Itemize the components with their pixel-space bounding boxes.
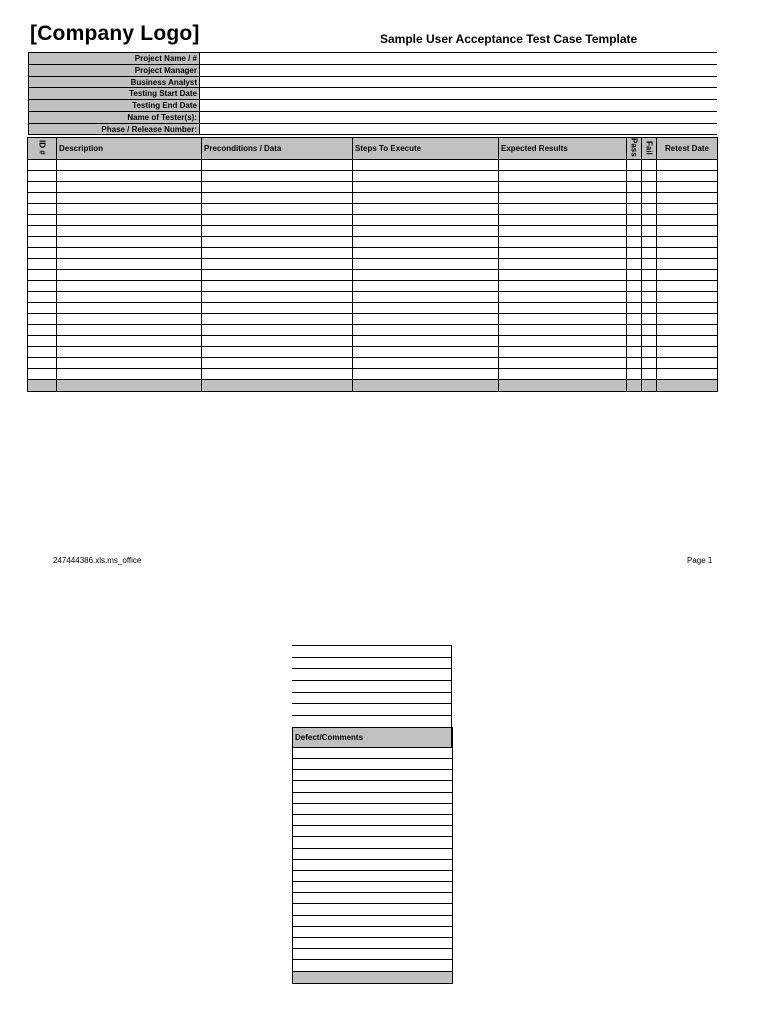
defect-row	[293, 893, 453, 904]
cell-preconditions[interactable]	[202, 160, 353, 171]
cell-fail[interactable]	[642, 160, 657, 171]
cell-preconditions[interactable]	[202, 171, 353, 182]
cell-preconditions[interactable]	[202, 237, 353, 248]
cell-defect-comments[interactable]	[293, 893, 453, 904]
project-info-block	[28, 52, 717, 135]
info-row	[28, 111, 717, 123]
defect-comments-table	[292, 727, 453, 984]
cell-description[interactable]	[57, 358, 202, 369]
info-row	[28, 87, 717, 99]
cell-steps[interactable]	[353, 248, 499, 259]
cell-fail[interactable]	[642, 336, 657, 347]
table-row	[28, 160, 718, 171]
continuation-line	[292, 715, 451, 727]
cell-expected[interactable]	[499, 347, 627, 358]
cell-id[interactable]	[28, 358, 57, 369]
cell-description[interactable]	[57, 325, 202, 336]
cell-defect-comments[interactable]	[293, 915, 453, 926]
defect-row	[293, 926, 453, 937]
cell-pass	[627, 380, 642, 392]
cell-fail[interactable]	[642, 358, 657, 369]
cell-id[interactable]	[28, 171, 57, 182]
cell-description[interactable]	[57, 182, 202, 193]
cell-defect-comments[interactable]	[293, 747, 453, 758]
cell-expected[interactable]	[499, 336, 627, 347]
cell-description[interactable]	[57, 215, 202, 226]
table-row	[28, 303, 718, 314]
cell-expected[interactable]	[499, 281, 627, 292]
table-row	[28, 369, 718, 380]
info-label-testers: Name of Tester(s):	[28, 111, 200, 123]
cell-expected[interactable]	[499, 171, 627, 182]
cell-id[interactable]	[28, 226, 57, 237]
col-header-fail-label: Fail	[644, 140, 654, 155]
cell-pass[interactable]	[627, 193, 642, 204]
defect-row	[293, 859, 453, 870]
table-row	[28, 182, 718, 193]
cell-pass[interactable]	[627, 369, 642, 380]
cell-preconditions[interactable]	[202, 347, 353, 358]
cell-retest[interactable]	[657, 292, 718, 303]
table-header-row	[28, 138, 718, 160]
continuation-line	[292, 645, 451, 657]
page-two-block	[292, 645, 452, 984]
cell-preconditions[interactable]	[202, 336, 353, 347]
table-row	[28, 171, 718, 182]
cell-pass[interactable]	[627, 182, 642, 193]
cell-id	[28, 380, 57, 392]
cell-steps[interactable]	[353, 325, 499, 336]
table-row	[28, 193, 718, 204]
cell-fail[interactable]	[642, 171, 657, 182]
cell-expected[interactable]	[499, 226, 627, 237]
info-row	[28, 64, 717, 76]
cell-retest[interactable]	[657, 358, 718, 369]
cell-pass[interactable]	[627, 325, 642, 336]
cell-pass[interactable]	[627, 248, 642, 259]
cell-steps[interactable]	[353, 215, 499, 226]
cell-description[interactable]	[57, 292, 202, 303]
cell-defect-comments[interactable]	[293, 882, 453, 893]
cell-steps[interactable]	[353, 369, 499, 380]
table-row	[28, 226, 718, 237]
cell-retest	[657, 380, 718, 392]
cell-steps[interactable]	[353, 281, 499, 292]
cell-preconditions	[202, 380, 353, 392]
defect-row	[293, 904, 453, 915]
cell-retest[interactable]	[657, 204, 718, 215]
table-row	[28, 259, 718, 270]
cell-description[interactable]	[57, 237, 202, 248]
cell-description[interactable]	[57, 193, 202, 204]
cell-preconditions[interactable]	[202, 314, 353, 325]
cell-steps[interactable]	[353, 358, 499, 369]
cell-description[interactable]	[57, 160, 202, 171]
cell-steps[interactable]	[353, 259, 499, 270]
info-label-project-name: Project Name / #	[28, 52, 200, 64]
cell-pass[interactable]	[627, 347, 642, 358]
cell-fail[interactable]	[642, 182, 657, 193]
cell-expected[interactable]	[499, 314, 627, 325]
info-row	[28, 123, 717, 135]
cell-preconditions[interactable]	[202, 292, 353, 303]
cell-preconditions[interactable]	[202, 325, 353, 336]
cell-defect-comments[interactable]	[293, 803, 453, 814]
cell-expected[interactable]	[499, 303, 627, 314]
cell-id[interactable]	[28, 281, 57, 292]
col-header-steps: Steps To Execute	[353, 138, 499, 160]
cell-pass[interactable]	[627, 358, 642, 369]
cell-defect-comments[interactable]	[293, 949, 453, 960]
footer-page-number: Page 1	[687, 556, 713, 565]
cell-pass[interactable]	[627, 270, 642, 281]
col-header-id	[28, 138, 57, 160]
table-row	[28, 325, 718, 336]
cell-description[interactable]	[57, 303, 202, 314]
table-row	[28, 336, 718, 347]
table-row	[28, 215, 718, 226]
cell-fail[interactable]	[642, 292, 657, 303]
cell-expected[interactable]	[499, 325, 627, 336]
info-label-testing-start-date: Testing Start Date	[28, 87, 200, 99]
cell-fail[interactable]	[642, 314, 657, 325]
cell-pass[interactable]	[627, 226, 642, 237]
cell-pass[interactable]	[627, 303, 642, 314]
cell-description[interactable]	[57, 226, 202, 237]
cell-fail[interactable]	[642, 281, 657, 292]
cell-preconditions[interactable]	[202, 303, 353, 314]
info-value-project-manager[interactable]	[200, 64, 717, 76]
cell-steps[interactable]	[353, 270, 499, 281]
info-row	[28, 52, 717, 64]
cell-fail[interactable]	[642, 369, 657, 380]
cell-description[interactable]	[57, 314, 202, 325]
defect-row	[293, 870, 453, 881]
cell-preconditions[interactable]	[202, 226, 353, 237]
info-row	[28, 99, 717, 111]
cell-description[interactable]	[57, 270, 202, 281]
cell-pass[interactable]	[627, 171, 642, 182]
cell-defect-comments[interactable]	[293, 781, 453, 792]
cell-description	[57, 380, 202, 392]
cell-preconditions[interactable]	[202, 248, 353, 259]
cell-expected[interactable]	[499, 204, 627, 215]
cell-id[interactable]	[28, 215, 57, 226]
cell-defect-comments[interactable]	[293, 870, 453, 881]
cell-description[interactable]	[57, 259, 202, 270]
cell-defect-comments[interactable]	[293, 926, 453, 937]
cell-pass[interactable]	[627, 292, 642, 303]
cell-expected[interactable]	[499, 160, 627, 171]
defect-row	[293, 949, 453, 960]
cell-id[interactable]	[28, 292, 57, 303]
cell-expected[interactable]	[499, 182, 627, 193]
cell-defect-comments[interactable]	[293, 848, 453, 859]
table-footer-row	[28, 380, 718, 392]
info-value-testing-start-date[interactable]	[200, 87, 717, 99]
cell-description[interactable]	[57, 204, 202, 215]
cell-expected[interactable]	[499, 193, 627, 204]
defect-row	[293, 915, 453, 926]
cell-fail[interactable]	[642, 248, 657, 259]
defect-row	[293, 960, 453, 971]
cell-expected[interactable]	[499, 270, 627, 281]
info-label-testing-end-date: Testing End Date	[28, 99, 200, 111]
cell-id[interactable]	[28, 204, 57, 215]
cell-retest[interactable]	[657, 325, 718, 336]
cell-fail[interactable]	[642, 325, 657, 336]
cell-pass[interactable]	[627, 314, 642, 325]
cell-expected[interactable]	[499, 369, 627, 380]
cell-id[interactable]	[28, 347, 57, 358]
cell-pass[interactable]	[627, 336, 642, 347]
cell-pass[interactable]	[627, 259, 642, 270]
col-header-description: Description	[57, 138, 202, 160]
cell-expected[interactable]	[499, 358, 627, 369]
cell-id[interactable]	[28, 336, 57, 347]
cell-preconditions[interactable]	[202, 270, 353, 281]
defect-row	[293, 826, 453, 837]
defect-header-row	[293, 727, 453, 747]
cell-preconditions[interactable]	[202, 215, 353, 226]
cell-retest[interactable]	[657, 182, 718, 193]
col-header-pass	[627, 138, 642, 160]
cell-pass[interactable]	[627, 160, 642, 171]
cell-defect-comments[interactable]	[293, 938, 453, 949]
cell-fail[interactable]	[642, 193, 657, 204]
cell-fail[interactable]	[642, 204, 657, 215]
info-value-phase-release[interactable]	[200, 123, 717, 135]
defect-row	[293, 792, 453, 803]
table-row	[28, 270, 718, 281]
cell-id[interactable]	[28, 369, 57, 380]
cell-description[interactable]	[57, 336, 202, 347]
cell-retest[interactable]	[657, 237, 718, 248]
cell-steps[interactable]	[353, 336, 499, 347]
cell-id[interactable]	[28, 270, 57, 281]
cell-retest[interactable]	[657, 160, 718, 171]
cell-defect-comments[interactable]	[293, 814, 453, 825]
cell-description[interactable]	[57, 171, 202, 182]
cell-id[interactable]	[28, 314, 57, 325]
cell-steps	[353, 380, 499, 392]
info-row	[28, 76, 717, 88]
cell-id[interactable]	[28, 160, 57, 171]
company-logo: [Company Logo]	[30, 22, 200, 45]
cell-expected[interactable]	[499, 237, 627, 248]
table-row	[28, 347, 718, 358]
footer-filename: 247444386.xls.ms_office	[53, 556, 142, 565]
cell-defect-comments[interactable]	[293, 904, 453, 915]
cell-steps[interactable]	[353, 193, 499, 204]
cell-expected[interactable]	[499, 215, 627, 226]
cell-pass[interactable]	[627, 281, 642, 292]
cell-defect-comments[interactable]	[293, 859, 453, 870]
cell-retest[interactable]	[657, 303, 718, 314]
cell-retest[interactable]	[657, 369, 718, 380]
table-row	[28, 237, 718, 248]
defect-row	[293, 759, 453, 770]
continuation-line	[292, 692, 451, 704]
cell-expected[interactable]	[499, 292, 627, 303]
info-label-phase-release: Phase / Release Number:	[28, 123, 200, 135]
cell-retest[interactable]	[657, 226, 718, 237]
table-row	[28, 281, 718, 292]
table-row	[28, 292, 718, 303]
cell-defect-comments[interactable]	[293, 792, 453, 803]
continuation-line	[292, 680, 451, 692]
cell-pass[interactable]	[627, 237, 642, 248]
cell-expected[interactable]	[499, 259, 627, 270]
cell-retest[interactable]	[657, 193, 718, 204]
table-row	[28, 358, 718, 369]
cell-fail[interactable]	[642, 215, 657, 226]
cell-preconditions[interactable]	[202, 259, 353, 270]
info-value-testers[interactable]	[200, 111, 717, 123]
cell-retest[interactable]	[657, 336, 718, 347]
cell-fail[interactable]	[642, 226, 657, 237]
cell-fail	[642, 380, 657, 392]
page-title: Sample User Acceptance Test Case Template	[380, 32, 638, 46]
cell-preconditions[interactable]	[202, 193, 353, 204]
cell-steps[interactable]	[353, 314, 499, 325]
cell-id[interactable]	[28, 259, 57, 270]
info-label-business-analyst: Business Analyst	[28, 76, 200, 88]
cell-fail[interactable]	[642, 259, 657, 270]
cell-retest[interactable]	[657, 248, 718, 259]
cell-fail[interactable]	[642, 270, 657, 281]
info-label-project-manager: Project Manager	[28, 64, 200, 76]
defect-row	[293, 848, 453, 859]
defect-rows	[293, 747, 453, 983]
col-header-preconditions: Preconditions / Data	[202, 138, 353, 160]
defect-row	[293, 938, 453, 949]
cell-preconditions[interactable]	[202, 369, 353, 380]
test-case-rows	[28, 160, 718, 392]
table-row	[28, 204, 718, 215]
cell-steps[interactable]	[353, 292, 499, 303]
cell-retest[interactable]	[657, 347, 718, 358]
cell-steps[interactable]	[353, 182, 499, 193]
cell-retest[interactable]	[657, 215, 718, 226]
cell-steps[interactable]	[353, 171, 499, 182]
cell-retest[interactable]	[657, 270, 718, 281]
cell-retest[interactable]	[657, 281, 718, 292]
col-header-expected: Expected Results	[499, 138, 627, 160]
cell-fail[interactable]	[642, 347, 657, 358]
cell-id[interactable]	[28, 237, 57, 248]
defect-row	[293, 882, 453, 893]
defect-row	[293, 747, 453, 758]
page-two-continuation-lines	[292, 645, 452, 727]
cell-steps[interactable]	[353, 204, 499, 215]
cell-defect-comments[interactable]	[293, 759, 453, 770]
info-value-business-analyst[interactable]	[200, 76, 717, 88]
cell-id[interactable]	[28, 248, 57, 259]
cell-retest[interactable]	[657, 314, 718, 325]
cell-defect-comments	[293, 971, 453, 983]
cell-fail[interactable]	[642, 303, 657, 314]
col-header-id-label: ID #	[37, 140, 47, 155]
cell-steps[interactable]	[353, 303, 499, 314]
cell-pass[interactable]	[627, 204, 642, 215]
cell-preconditions[interactable]	[202, 204, 353, 215]
cell-id[interactable]	[28, 193, 57, 204]
cell-steps[interactable]	[353, 347, 499, 358]
cell-steps[interactable]	[353, 237, 499, 248]
cell-steps[interactable]	[353, 160, 499, 171]
col-header-pass-label: Pass	[629, 138, 639, 157]
cell-description[interactable]	[57, 248, 202, 259]
info-value-project-name[interactable]	[200, 52, 717, 64]
cell-defect-comments[interactable]	[293, 770, 453, 781]
col-header-fail	[642, 138, 657, 160]
info-value-testing-end-date[interactable]	[200, 99, 717, 111]
cell-id[interactable]	[28, 182, 57, 193]
cell-steps[interactable]	[353, 226, 499, 237]
test-case-table	[27, 137, 718, 392]
table-row	[28, 248, 718, 259]
cell-retest[interactable]	[657, 259, 718, 270]
cell-expected[interactable]	[499, 248, 627, 259]
cell-defect-comments[interactable]	[293, 826, 453, 837]
cell-expected	[499, 380, 627, 392]
cell-pass[interactable]	[627, 215, 642, 226]
defect-row	[293, 837, 453, 848]
defect-comments-header: Defect/Comments	[293, 727, 453, 747]
cell-description[interactable]	[57, 281, 202, 292]
cell-id[interactable]	[28, 303, 57, 314]
defect-footer-row	[293, 971, 453, 983]
continuation-line	[292, 668, 451, 680]
cell-fail[interactable]	[642, 237, 657, 248]
cell-description[interactable]	[57, 369, 202, 380]
cell-id[interactable]	[28, 325, 57, 336]
defect-row	[293, 814, 453, 825]
defect-row	[293, 781, 453, 792]
cell-defect-comments[interactable]	[293, 837, 453, 848]
cell-defect-comments[interactable]	[293, 960, 453, 971]
cell-retest[interactable]	[657, 171, 718, 182]
continuation-line	[292, 657, 451, 669]
defect-row	[293, 803, 453, 814]
continuation-line	[292, 703, 451, 715]
cell-preconditions[interactable]	[202, 281, 353, 292]
defect-row	[293, 770, 453, 781]
table-row	[28, 314, 718, 325]
cell-preconditions[interactable]	[202, 358, 353, 369]
cell-description[interactable]	[57, 347, 202, 358]
col-header-retest: Retest Date	[657, 138, 718, 160]
cell-preconditions[interactable]	[202, 182, 353, 193]
